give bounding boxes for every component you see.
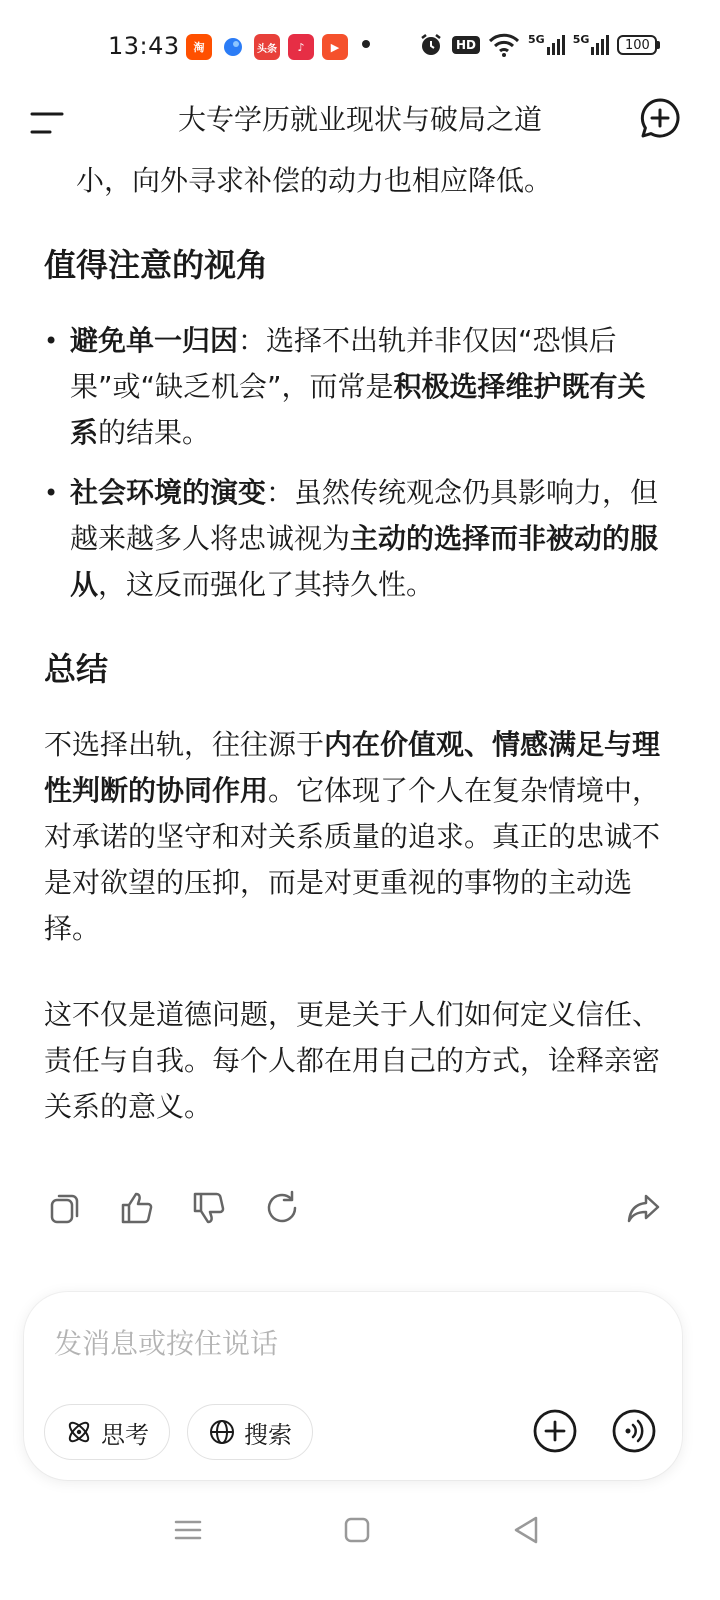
continuation-text: 小，向外寻求补偿的动力也相应降低。 xyxy=(76,164,553,197)
add-attachment-icon[interactable] xyxy=(532,1408,578,1454)
list-item: • 避免单一归因：选择不出轨并非仅因“恐惧后果”或“缺乏机会”，而常是积极选择维护既有关系的结果。 xyxy=(44,318,669,456)
search-button[interactable] xyxy=(187,1404,313,1460)
recent-apps-icon[interactable] xyxy=(168,1510,208,1550)
message-input[interactable]: 发消息或按住说话 xyxy=(54,1327,279,1360)
think-button[interactable] xyxy=(44,1404,170,1460)
regenerate-icon[interactable] xyxy=(262,1188,302,1228)
notification-icons xyxy=(186,34,348,60)
message-composer xyxy=(24,1292,682,1480)
status-bar xyxy=(0,0,720,92)
summary-paragraph: 不选择出轨，往往源于内在价值观、情感满足与理性判断的协同作用。它体现了个人在复杂情境中，对承诺的坚守和对关系质量的追求。真正的忠诚不是对欲望的压抑，而是对更重视的事物的主动选择。 xyxy=(44,728,661,945)
think-label: 思考 xyxy=(101,1420,149,1449)
browser-icon xyxy=(220,34,246,60)
share-icon[interactable] xyxy=(624,1188,664,1228)
section-heading-perspectives: 值得注意的视角 xyxy=(44,246,269,284)
toutiao-icon: 头条 xyxy=(254,34,280,60)
search-label: 搜索 xyxy=(244,1420,292,1449)
status-time: 13:43 xyxy=(108,32,180,60)
alarm-icon xyxy=(418,32,444,58)
atom-icon xyxy=(65,1418,93,1446)
globe-icon xyxy=(208,1418,236,1446)
list-item: • 社会环境的演变：虽然传统观念仍具影响力，但越来越多人将忠诚视为主动的选择而非被动的服从，这反而强化了其持久性。 xyxy=(44,470,669,608)
signal-5g-icon-2: 5G xyxy=(573,35,610,55)
video-icon: ▶ xyxy=(322,34,348,60)
conversation-title[interactable]: 大专学历就业现状与破局之道 xyxy=(177,103,542,136)
hd-icon: HD xyxy=(452,36,480,54)
copy-icon[interactable] xyxy=(46,1188,86,1228)
wifi-icon xyxy=(488,32,520,58)
home-icon[interactable] xyxy=(337,1510,377,1550)
music-icon: ♪ xyxy=(288,34,314,60)
message-actions xyxy=(44,1188,664,1232)
app-header xyxy=(0,92,720,152)
system-navigation-bar xyxy=(0,1500,720,1600)
thumbs-down-icon[interactable] xyxy=(190,1188,230,1228)
more-notifications-dot xyxy=(362,40,370,48)
taobao-icon: 淘 xyxy=(186,34,212,60)
voice-call-icon[interactable] xyxy=(611,1408,657,1454)
system-indicators xyxy=(418,32,660,58)
message-content xyxy=(44,158,669,1170)
battery-icon xyxy=(617,35,660,55)
signal-5g-icon-1: 5G xyxy=(528,35,565,55)
new-chat-icon[interactable] xyxy=(638,96,682,140)
thumbs-up-icon[interactable] xyxy=(118,1188,158,1228)
section-heading-summary: 总结 xyxy=(44,650,109,688)
perspective-list xyxy=(44,318,669,608)
back-icon[interactable] xyxy=(506,1510,546,1550)
battery-level: 100 xyxy=(624,37,650,53)
closing-paragraph: 这不仅是道德问题，更是关于人们如何定义信任、责任与自我。每个人都在用自己的方式，诠释亲密关系的意义。 xyxy=(44,998,661,1123)
